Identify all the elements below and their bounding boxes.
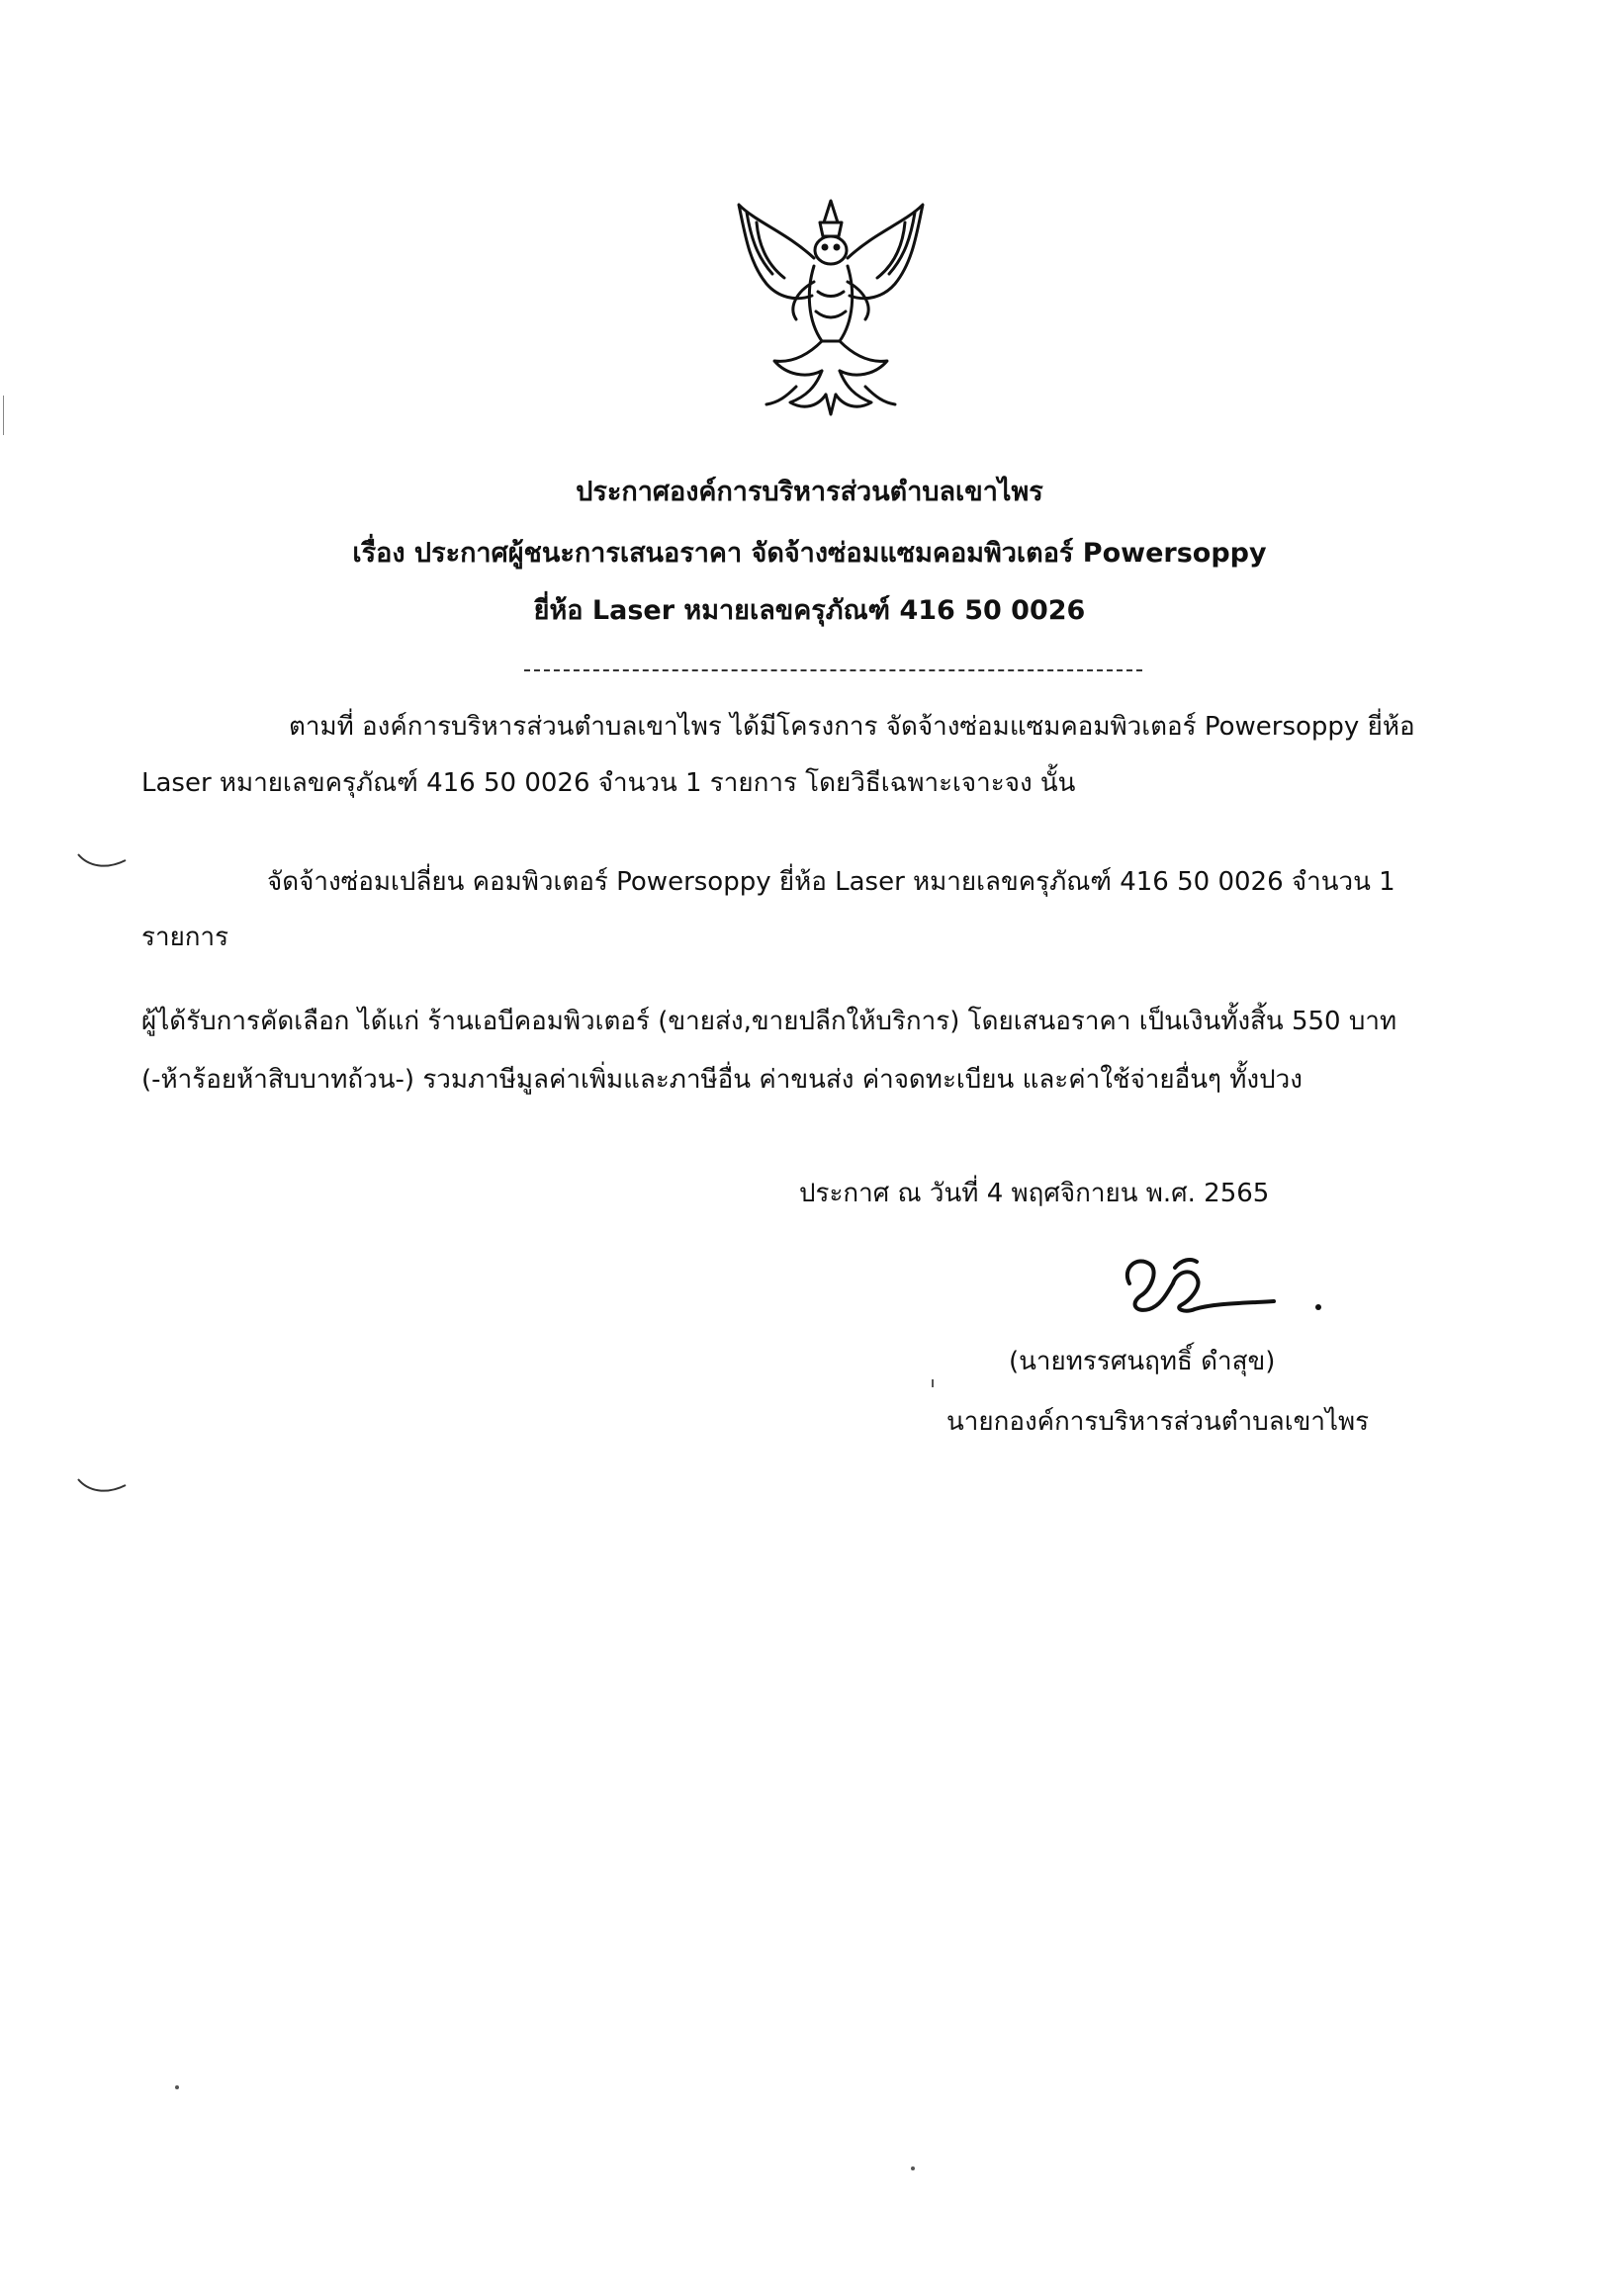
paragraph-3-line-1: ผู้ได้รับการคัดเลือก ได้แก่ ร้านเอบีคอมพิวเตอร์ (ขายส่ง,ขายปลีกให้บริการ) โดยเสนอราคา เป็นเงินทั้งสิ้น 550 บาท (141, 1007, 1397, 1036)
garuda-emblem-icon (727, 193, 935, 420)
handwritten-signature-icon (1116, 1244, 1333, 1323)
paragraph-2-line-2: รายการ (141, 923, 229, 952)
paragraph-1-line-2: Laser หมายเลขครุภัณฑ์ 416 50 0026 จำนวน 1 รายการ โดยวิธีเฉพาะเจาะจง นั้น (141, 768, 1076, 798)
scan-speck-icon (174, 2084, 180, 2090)
punch-hole-mark-icon (74, 1473, 134, 1503)
signer-name: (นายทรรศนฤทธิ์ ดำสุข) (1009, 1347, 1276, 1376)
announcement-subject-continued: ยี่ห้อ Laser หมายเลขครุภัณฑ์ 416 50 0026 (533, 595, 1086, 626)
paragraph-2-line-1: จัดจ้างซ่อมเปลี่ยน คอมพิวเตอร์ Powersoppy ยี่ห้อ Laser หมายเลขครุภัณฑ์ 416 50 0026 จำนวน 1 (267, 867, 1395, 897)
signer-position: นายกองค์การบริหารส่วนตำบลเขาไพร (946, 1407, 1370, 1437)
paragraph-3-line-2: (-ห้าร้อยห้าสิบบาทถ้วน-) รวมภาษีมูลค่าเพิ่มและภาษีอื่น ค่าขนส่ง ค่าจดทะเบียน และค่าใช้จ่ายอื่นๆ ทั้งปวง (141, 1065, 1303, 1095)
title-divider (524, 669, 1142, 671)
announcement-subject: เรื่อง ประกาศผู้ชนะการเสนอราคา จัดจ้างซ่อมแซมคอมพิวเตอร์ Powersoppy (352, 538, 1267, 569)
scan-edge-mark-icon (2, 396, 6, 435)
paragraph-1-line-1: ตามที่ องค์การบริหารส่วนตำบลเขาไพร ได้มีโครงการ จัดจ้างซ่อมแซมคอมพิวเตอร์ Powersoppy ยี่ห้อ (289, 712, 1415, 742)
scan-speck-icon (930, 1379, 936, 1389)
announcement-title: ประกาศองค์การบริหารส่วนตำบลเขาไพร (576, 477, 1043, 507)
announcement-date: ประกาศ ณ วันที่ 4 พฤศจิกายน พ.ศ. 2565 (799, 1179, 1270, 1208)
punch-hole-mark-icon (74, 848, 134, 878)
scan-speck-icon (910, 2165, 916, 2171)
